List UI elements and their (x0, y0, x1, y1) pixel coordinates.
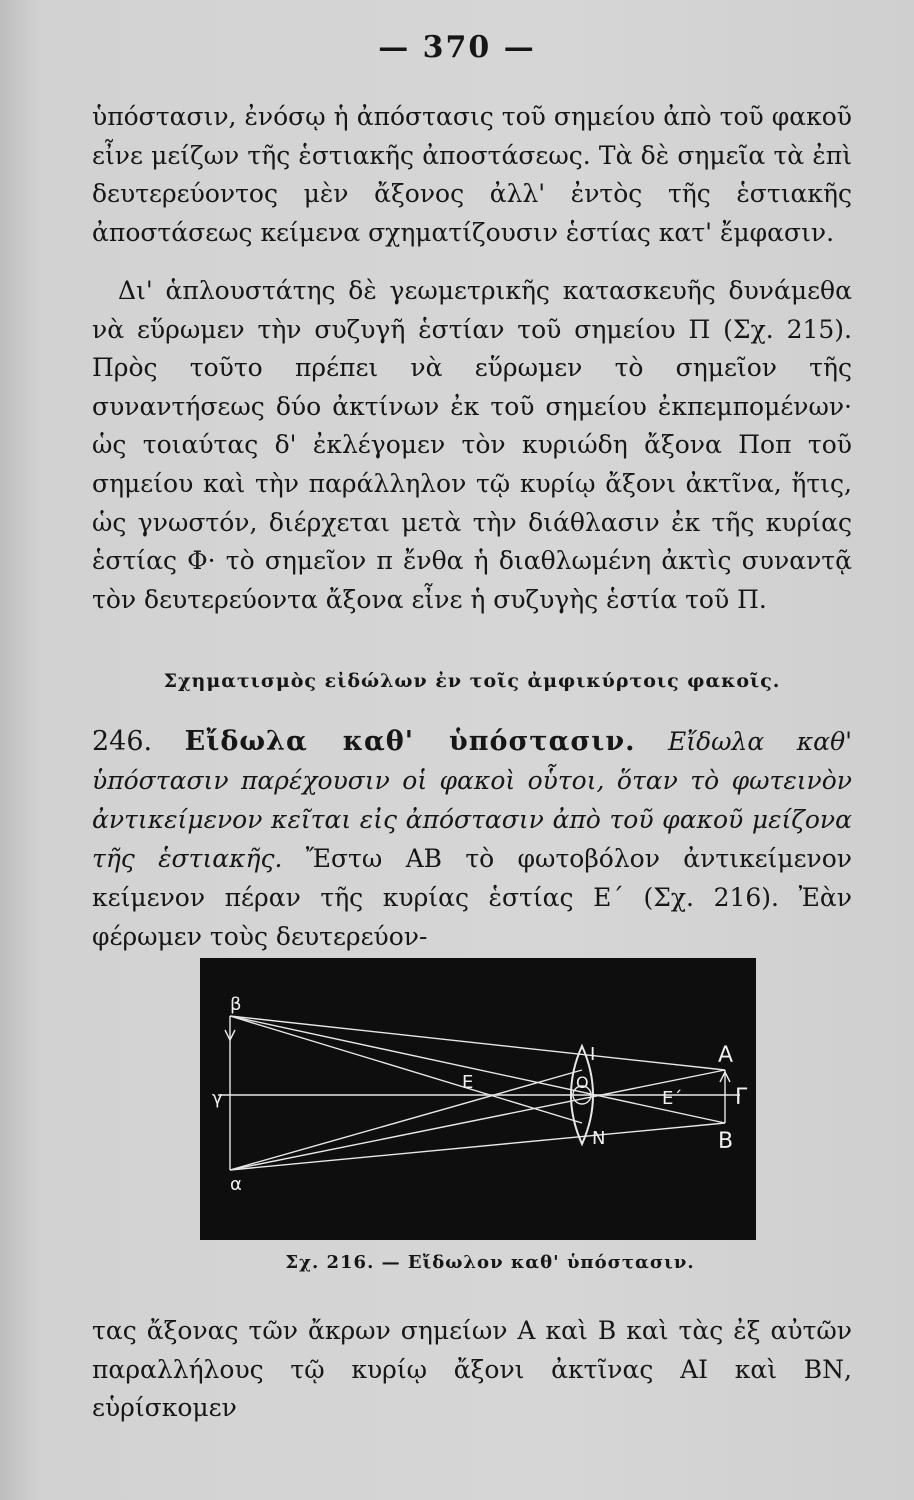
paragraph-3: τας ἄξονας τῶν ἄκρων σημείων Α καὶ Β καὶ τὰς ἐξ αὐτῶν παραλλήλους τῷ κυρίῳ ἄξονι ἀκτῖνας ΑΙ καὶ ΒΝ, εὑρίσκομεν (92, 1316, 852, 1423)
ray-b-parallel (230, 1123, 725, 1170)
lens-diagram (200, 958, 756, 1240)
label-O: Ο (576, 1073, 589, 1092)
section-text: Ἔστω ΑΒ τὸ φωτοβόλον ἀντικείμενον κείμενον πέραν τῆς κυρίας ἑστίας Ε΄ (Σχ. 216). Ἐὰν φέρωμεν τοὺς δευτερεύον- (92, 844, 852, 951)
section-246 (92, 722, 852, 956)
ray-a-axis (230, 1070, 725, 1170)
ray-a-parallel (230, 1016, 725, 1070)
section-heading: Σχηματισμὸς εἰδώλων ἐν τοῖς ἀμφικύρτοις φακοῖς. (163, 670, 781, 692)
label-I: Ι (590, 1044, 596, 1065)
label-gamma-small: γ (212, 1088, 223, 1109)
paragraph-2: Δι' ἁπλουστάτης δὲ γεωμετρικῆς κατασκευῆς δυνάμεθα νὰ εὕρωμεν τὴν συζυγῆ ἑστίαν τοῦ σημείου Π (Σχ. 215). Πρὸς τοῦτο πρέπει νὰ εὕρωμεν τὸ σημεῖον τῆς συναντήσεως δύο ἀκτίνων ἐκ τοῦ σημείου ἐκπεμπομένων· ὡς τοιαύτας δ' ἐκλέγομεν τὸν κυριώδη ἄξονα Ποπ τοῦ σημείου καὶ τὴν παράλληλον τῷ κυρίῳ ἄξονι ἀκτῖνα, ἥτις, ὡς γνωστόν, διέρχεται μετὰ τὴν διάθλασιν ἐκ τῆς κυρίας ἑστίας Φ· τὸ σημεῖον π ἔνθα ἡ διαθλωμένη ἀκτὶς συναντᾷ τὸν δευτερεύοντα ἄξονα εἶνε ἡ συζυγὴς ἑστία τοῦ Π. (92, 276, 852, 614)
ray-through-focus-2 (230, 1016, 582, 1123)
ray-through-focus-1 (230, 1070, 582, 1170)
figure-caption: Σχ. 216. — Εἴδωλον καθ' ὑπόστασιν. (285, 1252, 695, 1273)
section-number: 246. (92, 726, 153, 757)
page-number: — 370 — (378, 30, 536, 65)
ray-b-axis (230, 1016, 725, 1123)
label-E-prime: Ε΄ (662, 1088, 683, 1109)
section-title: Εἴδωλα καθ' ὑπόστασιν. (184, 726, 636, 757)
label-b: β (230, 994, 242, 1015)
label-N: Ν (592, 1128, 606, 1149)
label-E: Ε (462, 1072, 474, 1093)
label-a-small: α (230, 1174, 242, 1195)
label-A: Α (718, 1043, 734, 1068)
label-B: Β (718, 1129, 734, 1154)
label-Gamma: Γ (735, 1085, 748, 1110)
paragraph-1: ὑπόστασιν, ἐνόσῳ ἡ ἀπόστασις τοῦ σημείου ἀπὸ τοῦ φακοῦ εἶνε μείζων τῆς ἑστιακῆς ἀποστάσεως. Τὰ δὲ σημεῖα τὰ ἐπὶ δευτερεύοντος μὲν ἄξονος ἀλλ' ἐντὸς τῆς ἑστιακῆς ἀποστάσεως κείμενα σχηματίζουσιν ἑστίας κατ' ἔμφασιν. (92, 102, 852, 247)
section-italic-text: Εἴδωλα καθ' ὑπόστασιν παρέχουσιν οἱ φακοὶ οὗτοι, ὅταν τὸ φωτεινὸν ἀντικείμενον κεῖται εἰς ἀπόστασιν ἀπὸ τοῦ φακοῦ μείζονα τῆς ἑστιακῆς. (92, 727, 852, 873)
figure-216 (200, 958, 756, 1240)
